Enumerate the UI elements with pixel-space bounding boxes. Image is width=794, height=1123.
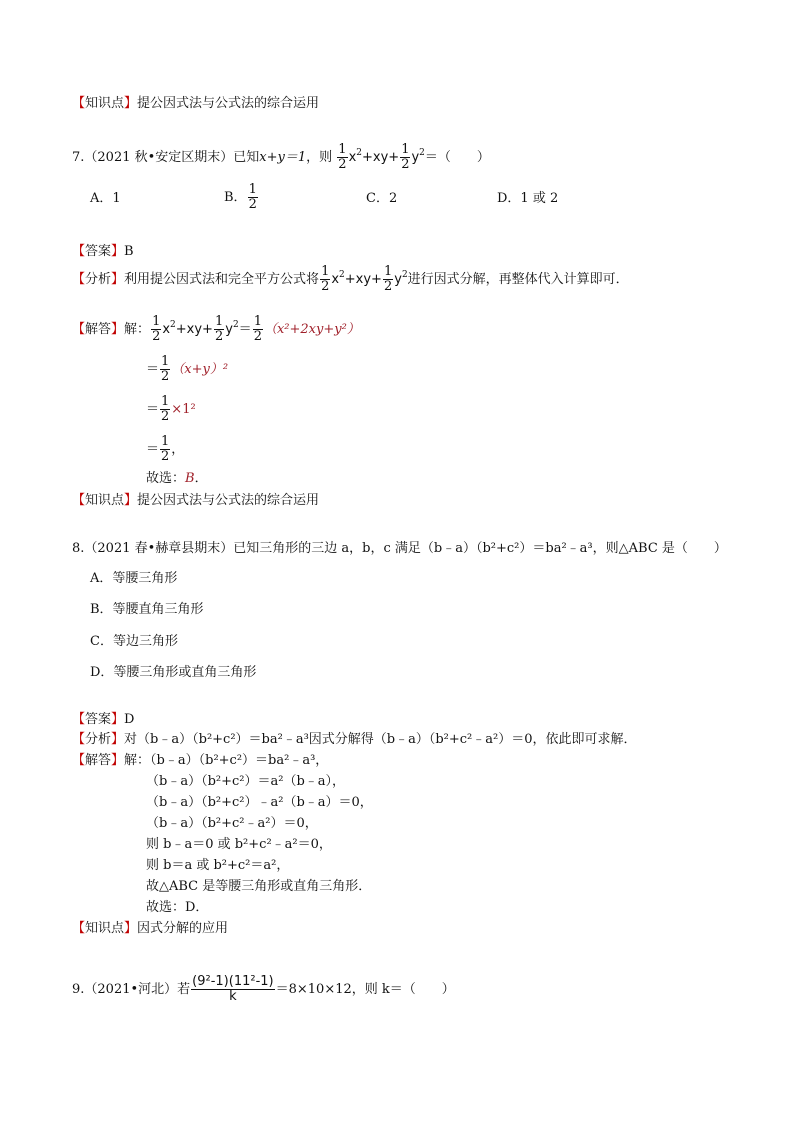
solution-line-2: ＝ $\frac{1}{2}$ （x+y）² — [146, 354, 229, 384]
solution-line: 则 b＝a 或 b²+c²＝a²， — [146, 858, 290, 873]
solution-line-3: ＝ $\frac{1}{2}$ ×1² — [146, 394, 196, 424]
solution-choice: 故选：D． — [146, 900, 209, 915]
solution-line: （b﹣a）（b²+c²）﹣a²（b﹣a）＝0， — [146, 795, 373, 810]
solution-line: 【解答】解：（b﹣a）（b²+c²）＝ba²﹣a³， — [72, 753, 329, 768]
fraction: $\frac{\text{(9²-1)(11²-1)}}{k}$ — [192, 974, 274, 1004]
question-9-stem: 9.（2021•河北）若 $\frac{\text{(9²-1)(11²-1)}}{k}$ ＝8×10×12，则 k＝（ ） — [72, 974, 455, 1004]
solution-line-1: 【解答】解： $\frac{1}{2}$ $x^2+xy+$ $\frac{1}{2}$ $y^2=$ $\frac{1}{2}$ （x²+2xy+y²） — [72, 314, 360, 344]
analysis-line: 【分析】利用提公因式法和完全平方公式将 $\frac{1}{2}$ $x^2+xy+$ $\frac{1}{2}$ $y^2$进行因式分解，再整体代入计算即可． — [72, 264, 629, 294]
knowledge-point-line: 【知识点】提公因式法与公式法的综合运用 — [72, 96, 320, 111]
solution-line: 则 b﹣a＝0 或 b²+c²﹣a²＝0， — [146, 837, 332, 852]
answer-line: 【答案】B — [72, 244, 134, 259]
solution-choice: 故选：B． — [146, 471, 208, 486]
answer-line: 【答案】D — [72, 712, 135, 727]
question-7-stem: 7.（2021 秋•安定区期末）已知x+y＝1，则 $\frac{1}{2}$ $x^2+xy+$ $\frac{1}{2}$ $y^2=$（ ） — [72, 142, 490, 172]
question-8-stem: 8.（2021 春•赫章县期末）已知三角形的三边 a，b，c 满足（b﹣a）（b²+c²）＝ba²﹣a³，则△ABC 是（ ） — [72, 541, 727, 556]
solution-line: （b﹣a）（b²+c²）＝a²（b﹣a）， — [146, 774, 346, 789]
kp-label: 知识点 — [85, 96, 125, 111]
option-b: B． $\frac{1}{2}$ — [224, 182, 257, 212]
option-c: C．2 — [366, 191, 398, 206]
fraction: $\frac{1}{2}$ — [401, 142, 410, 172]
option-c: C．等边三角形 — [90, 634, 178, 649]
knowledge-point-line: 【知识点】提公因式法与公式法的综合运用 — [72, 493, 320, 508]
analysis-line: 【分析】对（b﹣a）（b²+c²）＝ba²﹣a³因式分解得（b﹣a）（b²+c²﹣a²）＝0，依此即可求解． — [72, 732, 637, 747]
kp-text: 提公因式法与公式法的综合运用 — [137, 96, 320, 111]
option-a: A．等腰三角形 — [90, 571, 178, 586]
solution-line: 故△ABC 是等腰三角形或直角三角形． — [146, 879, 372, 894]
solution-line-4: ＝ $\frac{1}{2}$ ， — [146, 434, 185, 464]
knowledge-point-line: 【知识点】因式分解的应用 — [72, 921, 229, 936]
fraction: $\frac{1}{2}$ — [338, 142, 347, 172]
option-d: D．1 或 2 — [497, 191, 559, 206]
option-b: B．等腰直角三角形 — [90, 602, 204, 617]
option-d: D．等腰三角形或直角三角形 — [90, 665, 257, 680]
solution-line: （b﹣a）（b²+c²﹣a²）＝0， — [146, 816, 318, 831]
option-a: A．1 — [90, 191, 121, 206]
